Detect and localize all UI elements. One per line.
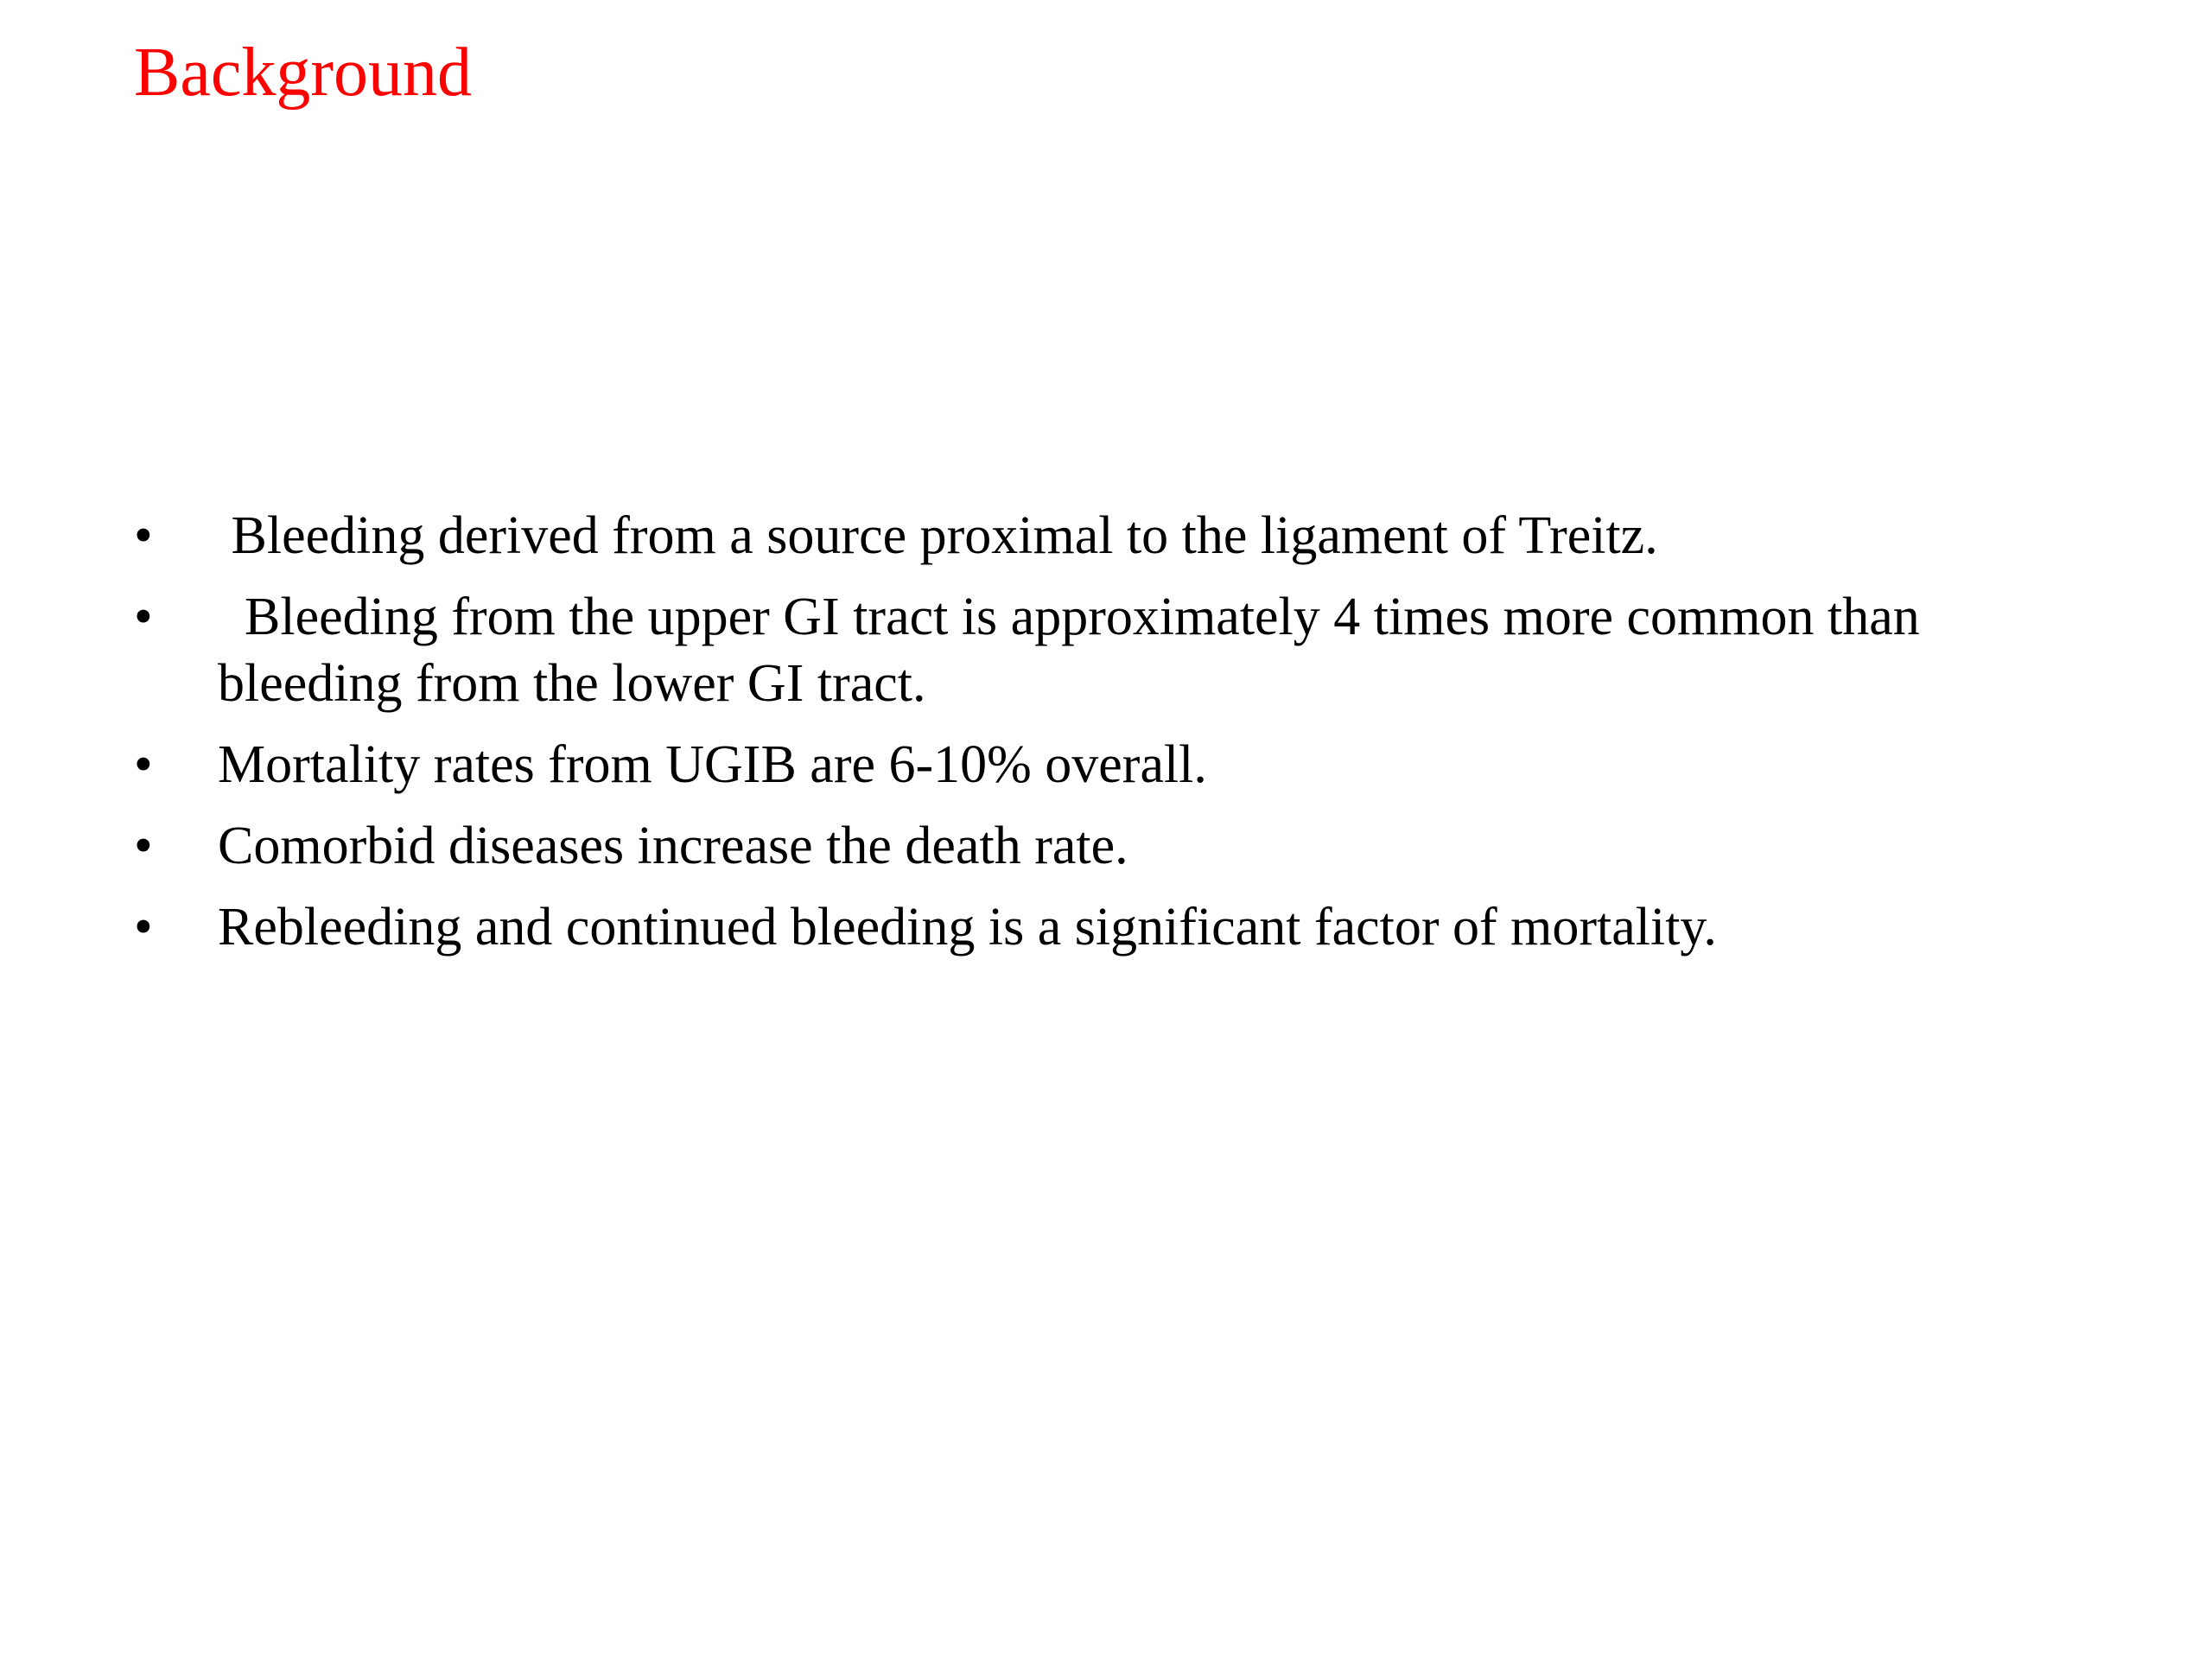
bullet-item — [134, 894, 2052, 961]
bullet-item — [134, 732, 2052, 798]
bullet-text: Bleeding derived from a source proximal to the ligament of Treitz. — [218, 506, 1658, 565]
bullet-marker: • — [134, 817, 153, 875]
bullet-item — [134, 503, 2052, 569]
bullet-text: Comorbid diseases increase the death rate. — [218, 817, 1128, 875]
bullet-marker: • — [134, 588, 153, 646]
bullet-text: Bleeding from the upper GI tract is approximately 4 times more common than bleeding from the lower GI tract. — [218, 588, 1934, 713]
bullet-marker: • — [134, 506, 153, 565]
bullet-marker: • — [134, 898, 153, 957]
bullet-text: Mortality rates from UGIB are 6-10% overall. — [218, 735, 1207, 794]
slide-title: Background — [134, 35, 473, 111]
bullet-item — [134, 584, 2052, 717]
bullet-marker: • — [134, 735, 153, 794]
bullet-item — [134, 813, 2052, 880]
bullet-list — [134, 503, 2052, 976]
bullet-text: Rebleeding and continued bleeding is a significant factor of mortality. — [218, 898, 1717, 957]
